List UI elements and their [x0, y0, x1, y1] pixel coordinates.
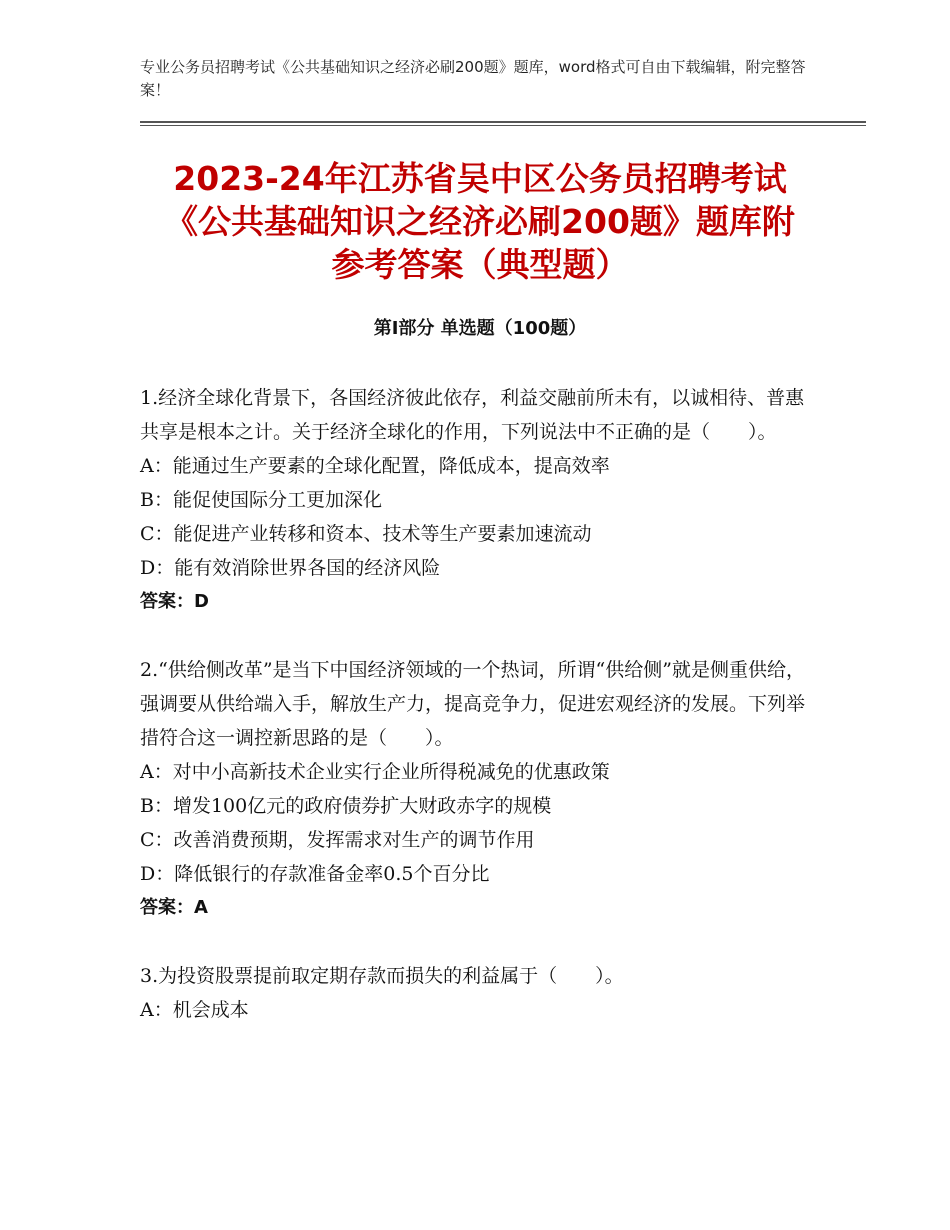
document-title-line: 参考答案（典型题） [331, 245, 629, 284]
option-a: A：能通过生产要素的全球化配置，降低成本，提高效率 [140, 455, 610, 477]
option-c: C：改善消费预期，发挥需求对生产的调节作用 [140, 829, 535, 851]
option-d: D：能有效消除世界各国的经济风险 [140, 557, 441, 579]
answer-line: 答案：D [140, 591, 209, 612]
header-rule-thin [140, 125, 866, 126]
question-stem: 1.经济全球化背景下，各国经济彼此依存，利益交融前所未有，以诚相待、普惠共享是根本之计。关于经济全球化的作用，下列说法中不正确的是（ ）。 [140, 387, 805, 443]
question-item [140, 381, 820, 619]
document-title-line: 《公共基础知识之经济必刷200题》题库附 [165, 202, 795, 241]
option-d: D：降低银行的存款准备金率0.5个百分比 [140, 863, 490, 885]
question-stem: 3.为投资股票提前取定期存款而损失的利益属于（ ）。 [140, 965, 624, 987]
question-stem: 2.“供给侧改革”是当下中国经济领域的一个热词，所谓“供给侧”就是侧重供给，强调要从供给端入手，解放生产力，提高竞争力，促进宏观经济的发展。下列举措符合这一调控新思路的是（ ）。 [140, 659, 806, 749]
option-a: A：对中小高新技术企业实行企业所得税减免的优惠政策 [140, 761, 610, 783]
option-b: B：增发100亿元的政府债券扩大财政赤字的规模 [140, 795, 552, 817]
section-heading: 第Ⅰ部分 单选题（100题） [373, 318, 587, 339]
option-c: C：能促进产业转移和资本、技术等生产要素加速流动 [140, 523, 592, 545]
option-a: A：机会成本 [140, 999, 249, 1021]
answer-line: 答案：A [140, 897, 208, 918]
document-title [140, 157, 820, 286]
question-item [140, 653, 820, 925]
header-note: 专业公务员招聘考试《公共基础知识之经济必刷200题》题库，word格式可自由下载编辑，附完整答案！ [140, 58, 806, 99]
question-list [140, 381, 820, 1061]
question-item [140, 959, 820, 1027]
document-title-line: 2023-24年江苏省吴中区公务员招聘考试 [173, 159, 787, 198]
option-b: B：能促使国际分工更加深化 [140, 489, 382, 511]
header-rule-thick [140, 121, 866, 123]
